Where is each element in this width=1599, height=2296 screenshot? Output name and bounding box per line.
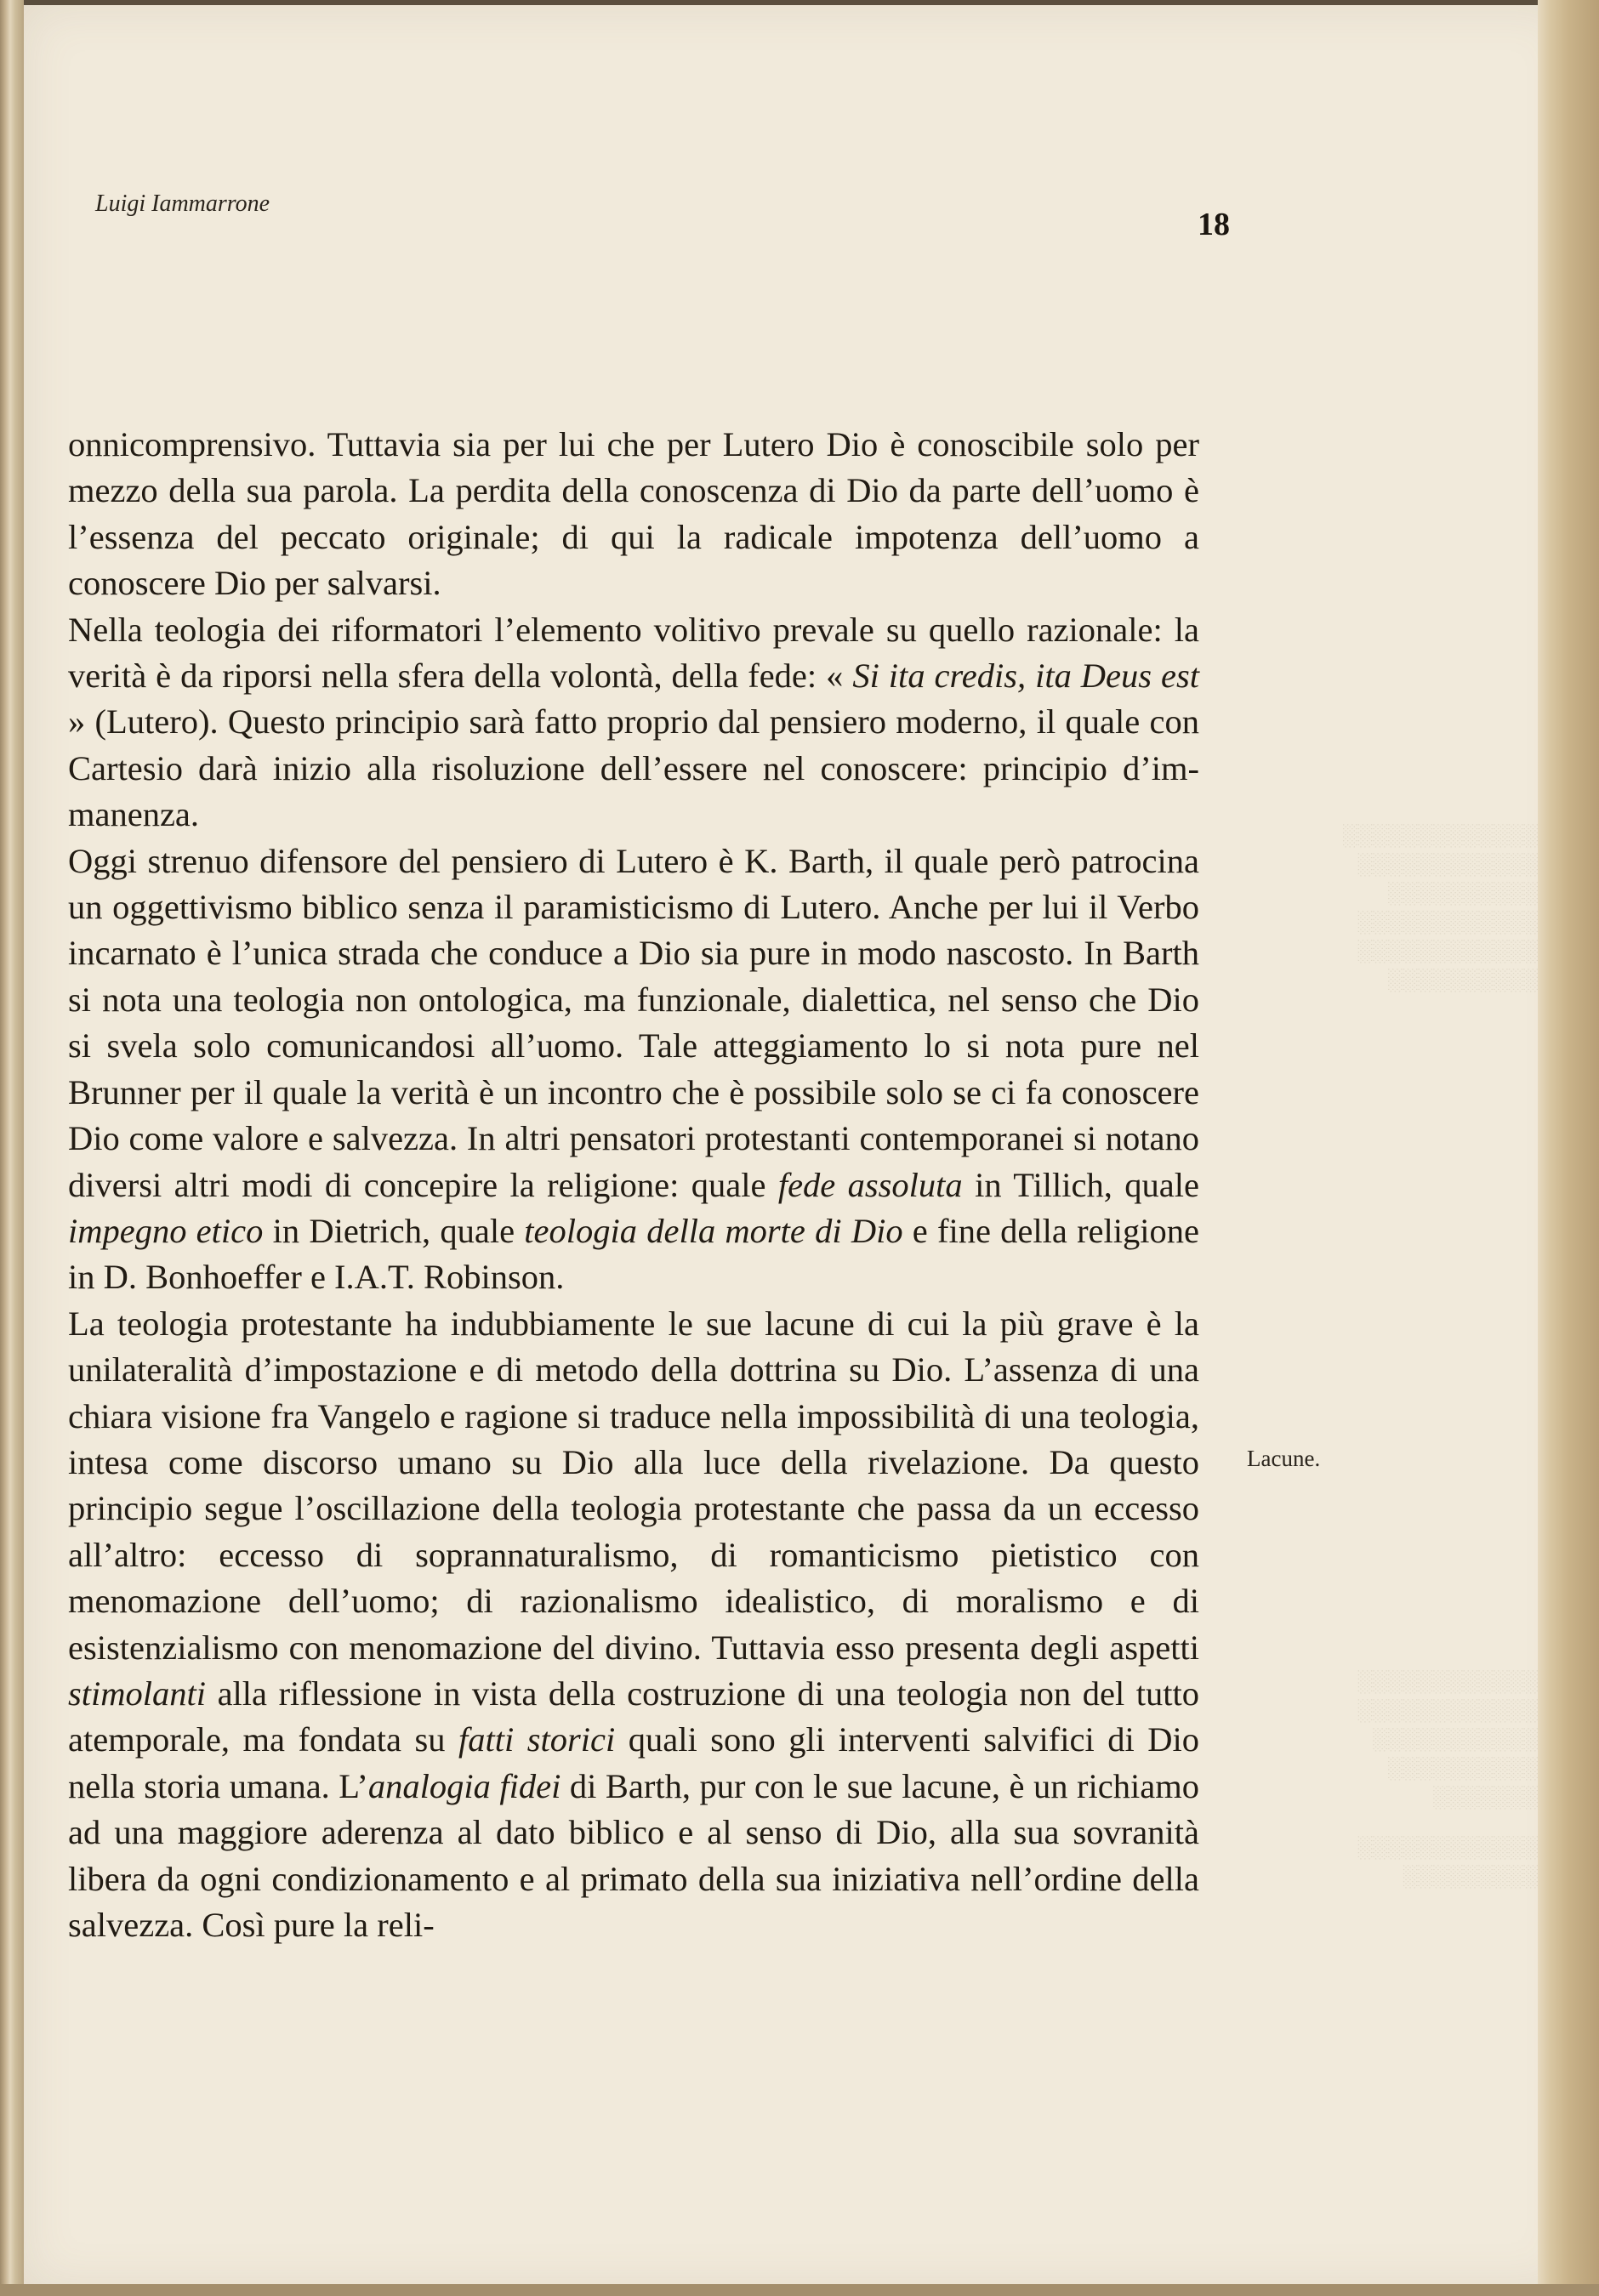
italic-text: fede assoluta — [777, 1165, 963, 1204]
italic-text: fatti storici — [458, 1720, 616, 1759]
paragraph — [68, 1301, 1199, 1949]
italic-text: analogia fidei — [367, 1766, 561, 1805]
page-number: 18 — [1198, 207, 1230, 242]
text-run: e fine della religione in D. Bonhoeffer e I.A.T. Robinson. — [68, 1211, 1200, 1297]
text-run: La teologia protestante ha indubbiamente le sue lacune di cui la più grave è la unilateralità d’impostazione e di metodo della dottrina su Dio. L’assenza di una chiara visione fra Vangelo e ragione si traduce nella impossibilità di una teologia, intesa come discorso umano su Dio alla luce della rivelazione. Da questo principio segue l’oscillazione della teologia protestante che passa da un eccesso all’altro: eccesso di soprannaturalismo, di romanticismo pietistico con menomazione dell’uomo; di razionalismo idealistico, di moralismo e di esistenzialismo con menomazione del divino. Tuttavia esso presenta degli aspetti — [68, 1304, 1199, 1667]
text-run: in Tillich, quale — [962, 1165, 1199, 1204]
show-through-shadow: ░░░░░░░░░░░░ ░░░░░░░░░ — [1357, 1836, 1538, 1888]
show-through-shadow: ░░░░░░░░░░░░ ░░░░░░░░░░░░ ░░░░░░░░░░░ ░░░░░░░░░░ ░░░░░░░ — [1357, 1670, 1538, 1809]
paragraph — [68, 607, 1199, 838]
text-run: quali sono gli interventi salvifici di Dio nella storia umana. L’ — [68, 1720, 1200, 1805]
margin-note: Lacune. — [1247, 1446, 1321, 1471]
bottom-edge — [0, 2284, 1599, 2296]
spine-edge — [0, 0, 24, 2296]
fore-edge — [1538, 0, 1599, 2296]
italic-text: teologia della morte di Dio — [524, 1211, 903, 1250]
running-head: Luigi Iammarrone — [95, 190, 270, 217]
text-run: alla riflessione in vista della costruzione di una teologia non del tutto atemporale, ma fondata su — [68, 1674, 1199, 1759]
italic-text: stimolanti — [68, 1674, 207, 1713]
show-through-shadow: ░░░░░░░░░░░░░ ░░░░░░░░░░░░ ░░░░░░░░░░ ░░░░░░░░░░░░ ░░░░░░░░░░░░ ░░░░░░░░░░ — [1341, 824, 1538, 992]
text-run: Nella teologia dei riformatori l’elemento volitivo prevale su quello razionale: la verità è da riporsi nella sfera della volontà, della fede: « — [68, 610, 1199, 696]
text-run: Oggi strenuo difensore del pensiero di Lutero è K. Barth, il quale però patrocina un oggettivismo biblico senza il paramisticismo di Lutero. Anche per lui il Verbo incarnato è l’unica strada che conduce a Dio sia pure in modo nascosto. In Barth si nota una teologia non ontologica, ma funzionale, dialettica, nel senso che Dio si svela solo comunicandosi all’uomo. Tale atteggiamento lo si nota pure nel Brunner per il quale la verità è un incontro che è possibile solo se ci fa conoscere Dio come valore e salvezza. In altri pensatori protestanti contemporanei si notano diversi altri modi di concepire la religione: quale — [68, 841, 1199, 1204]
text-run: in Dietrich, quale — [263, 1211, 525, 1250]
text-run: onnicomprensivo. Tuttavia sia per lui che per Lutero Dio è conoscibile solo per mezzo della sua parola. La perdita della conoscenza di Dio da parte dell’uomo è l’essenza del peccato originale; di qui la radicale impotenza dell’uomo a conoscere Dio per salvarsi. — [68, 425, 1199, 603]
paragraph — [68, 838, 1199, 1301]
italic-text: Si ita credis, ita Deus est — [852, 656, 1199, 696]
paragraph — [68, 422, 1199, 607]
text-run: di Barth, pur con le sue lacune, è un richiamo ad una maggiore aderenza al dato biblico e al senso di Dio, alla sua sovranità libera da ogni condizionamento e al primato della sua iniziativa nell’ordine della salvezza. Così pure la reli- — [68, 1766, 1199, 1944]
body-text — [68, 422, 1199, 1948]
text-run: » (Lutero). Questo principio sarà fatto proprio dal pensiero moderno, il quale con Cartesio darà inizio alla risoluzione dell’essere nel conoscere: principio d’immanenza. — [68, 702, 1199, 834]
italic-text: impegno etico — [68, 1211, 264, 1250]
